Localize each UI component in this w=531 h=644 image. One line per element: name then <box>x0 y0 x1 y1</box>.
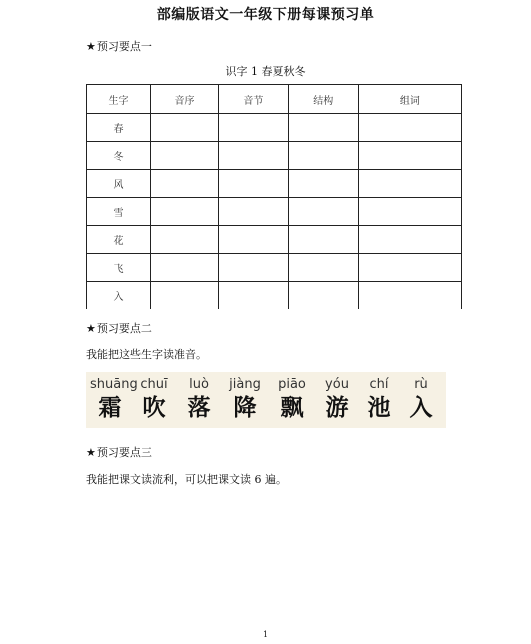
table-cell-structure[interactable] <box>288 198 358 226</box>
section-2-instruction: 我能把这些生字读准音。 <box>86 348 207 361</box>
table-cell-words[interactable] <box>358 170 461 198</box>
section-heading-2-label: 预习要点二 <box>96 322 152 335</box>
table-header-row <box>87 85 462 114</box>
table-cell-initial[interactable] <box>151 114 219 142</box>
pinyin-label: chuī <box>140 377 168 392</box>
section-heading-2 <box>86 320 152 336</box>
page-number: 1 <box>262 630 269 639</box>
table-cell-initial[interactable] <box>151 170 219 198</box>
section-heading-3 <box>86 444 152 460</box>
table-header-structure: 结构 <box>288 85 358 114</box>
hanzi-character: 入 <box>409 394 433 421</box>
lesson-title: 识字 1 春夏秋冬 <box>225 65 306 78</box>
pinyin-character-item <box>179 372 219 422</box>
table-cell-initial[interactable] <box>151 254 219 282</box>
table-cell-syllable[interactable] <box>218 142 288 170</box>
hanzi-character: 池 <box>367 394 391 421</box>
pinyin-label: shuāng <box>90 377 138 392</box>
table-row <box>87 254 462 282</box>
table-row <box>87 142 462 170</box>
pinyin-character-item <box>90 372 138 422</box>
star-icon: ★ <box>86 40 96 53</box>
table-cell-syllable[interactable] <box>218 282 288 310</box>
table-cell-char: 冬 <box>87 142 151 170</box>
pinyin-label: luò <box>189 377 209 392</box>
hanzi-character: 降 <box>233 394 257 421</box>
table-cell-char: 花 <box>87 226 151 254</box>
pinyin-character-item <box>272 372 312 422</box>
pinyin-label: yóu <box>325 377 349 392</box>
table-cell-structure[interactable] <box>288 254 358 282</box>
table-cell-syllable[interactable] <box>218 254 288 282</box>
pinyin-character-item <box>359 372 399 422</box>
pinyin-label: piāo <box>278 377 306 392</box>
table-cell-words[interactable] <box>358 254 461 282</box>
table-header-initial: 音序 <box>151 85 219 114</box>
table-cell-char: 雪 <box>87 198 151 226</box>
table-cell-initial[interactable] <box>151 198 219 226</box>
hanzi-character: 游 <box>325 394 349 421</box>
table-row <box>87 170 462 198</box>
table-cell-char: 风 <box>87 170 151 198</box>
table-cell-structure[interactable] <box>288 282 358 310</box>
character-table <box>86 84 462 309</box>
table-header-char: 生字 <box>87 85 151 114</box>
table-cell-structure[interactable] <box>288 170 358 198</box>
table-cell-syllable[interactable] <box>218 114 288 142</box>
star-icon: ★ <box>86 446 96 459</box>
table-cell-structure[interactable] <box>288 142 358 170</box>
table-cell-words[interactable] <box>358 114 461 142</box>
table-cell-initial[interactable] <box>151 282 219 310</box>
table-cell-syllable[interactable] <box>218 170 288 198</box>
table-cell-words[interactable] <box>358 282 461 310</box>
table-cell-words[interactable] <box>358 142 461 170</box>
pinyin-character-item <box>225 372 265 422</box>
hanzi-character: 飘 <box>280 394 304 421</box>
pinyin-label: jiàng <box>229 377 261 392</box>
pinyin-character-card <box>86 372 446 428</box>
table-cell-syllable[interactable] <box>218 226 288 254</box>
table-cell-syllable[interactable] <box>218 198 288 226</box>
table-header-words: 组词 <box>358 85 461 114</box>
section-heading-1 <box>86 38 152 54</box>
pinyin-character-item <box>317 372 357 422</box>
star-icon: ★ <box>86 322 96 335</box>
pinyin-label: chí <box>369 377 389 392</box>
table-cell-structure[interactable] <box>288 226 358 254</box>
table-cell-initial[interactable] <box>151 142 219 170</box>
table-cell-char: 春 <box>87 114 151 142</box>
table-cell-words[interactable] <box>358 226 461 254</box>
table-row <box>87 282 462 310</box>
hanzi-character: 吹 <box>142 394 166 421</box>
pinyin-character-item <box>134 372 174 422</box>
pinyin-character-item <box>401 372 441 422</box>
section-3-instruction: 我能把课文读流利，可以把课文读 6 遍。 <box>86 473 287 486</box>
section-heading-1-label: 预习要点一 <box>96 40 152 53</box>
table-row <box>87 114 462 142</box>
table-row <box>87 226 462 254</box>
table-row <box>87 198 462 226</box>
section-heading-3-label: 预习要点三 <box>96 446 152 459</box>
table-cell-char: 飞 <box>87 254 151 282</box>
pinyin-label: rù <box>414 377 428 392</box>
table-cell-initial[interactable] <box>151 226 219 254</box>
document-title: 部编版语文一年级下册每课预习单 <box>156 7 375 23</box>
table-cell-char: 入 <box>87 282 151 310</box>
table-header-syllable: 音节 <box>218 85 288 114</box>
table-cell-structure[interactable] <box>288 114 358 142</box>
hanzi-character: 落 <box>187 394 211 421</box>
hanzi-character: 霜 <box>98 394 122 421</box>
table-cell-words[interactable] <box>358 198 461 226</box>
